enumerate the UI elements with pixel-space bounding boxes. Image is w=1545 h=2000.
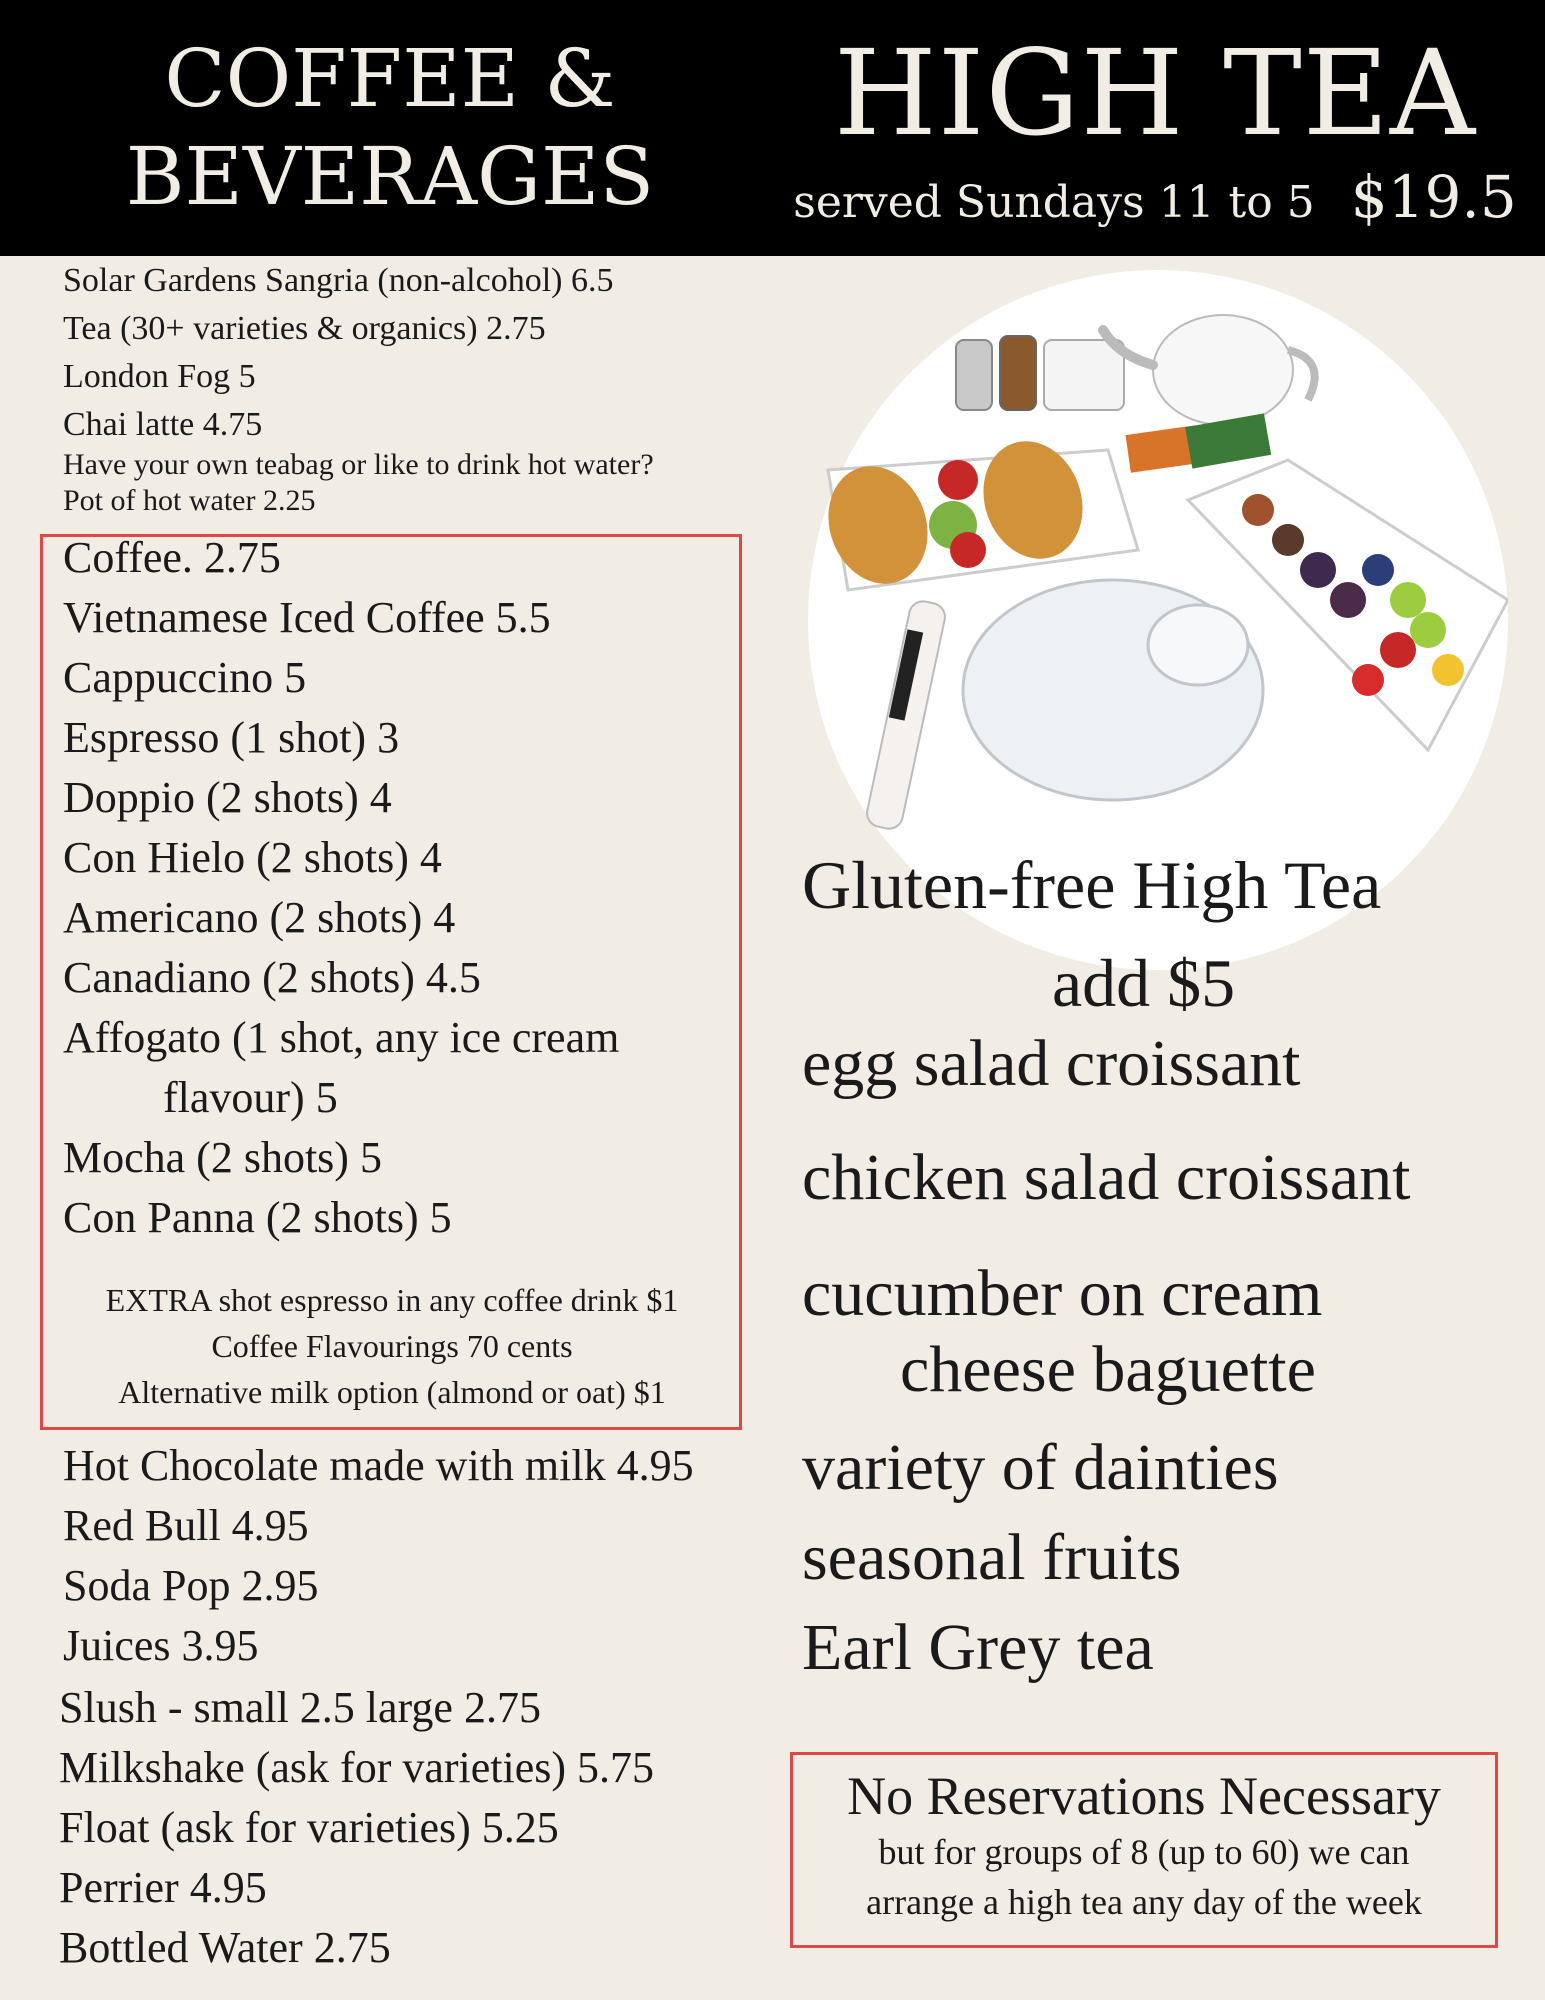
high-tea-title: HIGH TEA [833,24,1477,162]
menu-item: Hot Chocolate made with milk 4.95 [63,1441,694,1490]
menu-item: Perrier 4.95 [59,1863,267,1912]
coffee-extra: Coffee Flavourings 70 cents [211,1328,573,1364]
menu-note: Have your own teabag or like to drink hot water? [63,448,654,481]
coffee-item: Cappuccino 5 [63,653,307,702]
coffee-item: Vietnamese Iced Coffee 5.5 [63,593,551,642]
coffee-item: Canadiano (2 shots) 4.5 [63,953,481,1002]
coffee-extra: EXTRA shot espresso in any coffee drink $1 [105,1282,679,1318]
menu-item: Chai latte 4.75 [63,406,263,443]
high-tea-price: $19.5 [1350,163,1517,231]
high-tea-item: chicken salad croissant [802,1141,1411,1214]
header-bar [0,0,1545,256]
high-tea-item: cheese baguette [900,1333,1316,1406]
high-tea-item: Earl Grey tea [802,1611,1154,1684]
coffee-item: Mocha (2 shots) 5 [63,1133,382,1182]
high-tea-subtitle [790,160,1520,240]
serving-hours: served Sundays 11 to 5 [793,177,1315,228]
coffee-item: Espresso (1 shot) 3 [63,713,400,762]
coffee-item: Con Panna (2 shots) 5 [63,1193,452,1242]
coffee-extra: Alternative milk option (almond or oat) $1 [118,1374,666,1410]
menu-item: Tea (30+ varieties & organics) 2.75 [63,310,546,347]
left-title-line1: COFFEE & [164,32,616,125]
high-tea-item: variety of dainties [802,1431,1279,1504]
coffee-item: Affogato (1 shot, any ice cream [63,1013,620,1062]
menu-item: Float (ask for varieties) 5.25 [59,1803,559,1852]
menu-item: Soda Pop 2.95 [63,1561,319,1610]
high-tea-item: cucumber on cream [802,1257,1323,1330]
menu-item: Milkshake (ask for varieties) 5.75 [59,1743,655,1792]
menu-item: Solar Gardens Sangria (non-alcohol) 6.5 [63,262,614,299]
menu-item: Juices 3.95 [63,1621,259,1670]
reservations-title: No Reservations Necessary [847,1766,1441,1826]
high-tea-item: seasonal fruits [802,1521,1182,1594]
coffee-item: Americano (2 shots) 4 [63,893,456,942]
menu-item: Pot of hot water 2.25 [63,484,316,517]
reservations-box [790,1752,1498,1948]
coffee-item: Con Hielo (2 shots) 4 [63,833,442,882]
coffee-item: Coffee. 2.75 [63,533,281,582]
coffee-item: Doppio (2 shots) 4 [63,773,392,822]
menu-item: Red Bull 4.95 [63,1501,309,1550]
reservations-line2: arrange a high tea any day of the week [866,1882,1422,1922]
coffee-item: flavour) 5 [163,1073,338,1122]
gluten-free-line1: Gluten-free High Tea [802,847,1382,923]
left-title-line2: BEVERAGES [125,130,655,223]
gluten-free-line2: add $5 [1052,945,1236,1021]
menu-item: Slush - small 2.5 large 2.75 [59,1683,541,1732]
coffee-beverages-title [40,30,740,226]
menu-item: London Fog 5 [63,358,256,395]
menu-item: Bottled Water 2.75 [59,1923,391,1972]
high-tea-item: egg salad croissant [802,1027,1301,1100]
reservations-line1: but for groups of 8 (up to 60) we can [878,1832,1410,1872]
